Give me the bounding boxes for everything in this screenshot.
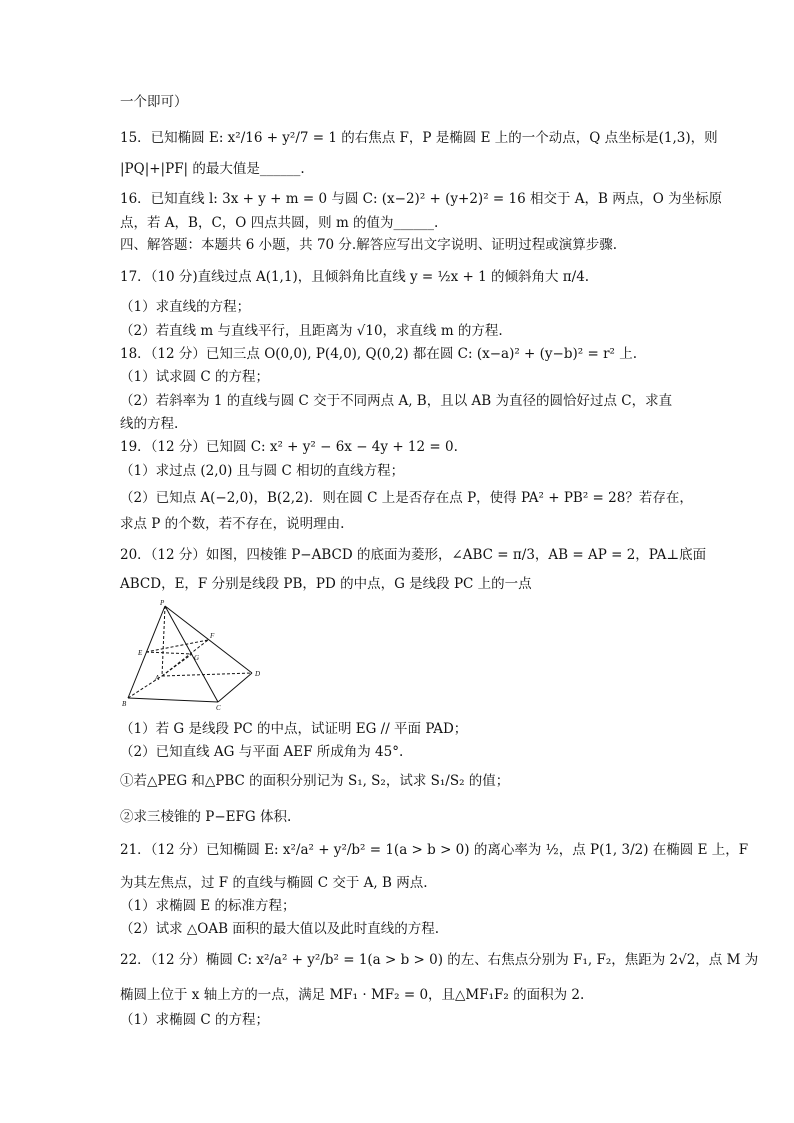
q20-stem-line1: 20．（12 分）如图，四棱锥 P−ABCD 的底面为菱形，∠ABC = π/3，AB = AP = 2，PA⊥底面 xyxy=(120,547,707,563)
vertex-F-label: F xyxy=(210,632,215,640)
q21-part2: （2）试求 △OAB 面积的最大值以及此时直线的方程. xyxy=(120,921,440,937)
q19-part2-line1: （2）已知点 A(−2,0)，B(2,2)．则在圆 C 上是否存在点 P，使得 PA² + PB² = 28？若存在， xyxy=(120,490,693,506)
vertex-C-label: C xyxy=(216,704,221,710)
q20-part1: （1）若 G 是线段 PC 的中点，试证明 EG // 平面 PAD； xyxy=(120,721,468,737)
q15-line1: 15．已知椭圆 E: x²/16 + y²/7 = 1 的右焦点 F，P 是椭圆 E 上的一个动点，Q 点坐标是(1,3)，则 xyxy=(120,130,718,146)
q20-part2-i: ①若△PEG 和△PBC 的面积分别记为 S₁, S₂，试求 S₁/S₂ 的值； xyxy=(120,773,510,789)
line-continuation: 一个即可） xyxy=(120,94,188,110)
vertex-E-label: E xyxy=(138,649,143,657)
q18-stem: 18．（12 分）已知三点 O(0,0), P(4,0), Q(0,2) 都在圆 C: (x−a)² + (y−b)² = r² 上. xyxy=(120,346,638,362)
vertex-B-label: B xyxy=(122,700,127,708)
q15-line2: |PQ|+|PF| 的最大值是______. xyxy=(120,161,305,177)
q16-line2: 点，若 A，B，C，O 四点共圆，则 m 的值为______. xyxy=(120,215,439,231)
pyramid-figure xyxy=(120,598,280,710)
q19-stem: 19．（12 分）已知圆 C: x² + y² − 6x − 4y + 12 = 0. xyxy=(120,439,458,455)
q17-part1: （1）求直线的方程； xyxy=(120,299,251,315)
q18-part1: （1）试求圆 C 的方程； xyxy=(120,369,270,385)
q16-line1: 16．已知直线 l: 3x + y + m = 0 与圆 C: (x−2)² + (y+2)² = 16 相交于 A，B 两点，O 为坐标原 xyxy=(120,191,723,207)
q19-part2-line2: 求点 P 的个数，若不存在，说明理由. xyxy=(120,516,345,532)
q19-part1: （1）求过点 (2,0) 且与圆 C 相切的直线方程； xyxy=(120,463,405,479)
q22-stem-line1: 22．（12 分）椭圆 C: x²/a² + y²/b² = 1(a > b > 0) 的左、右焦点分别为 F₁, F₂，焦距为 2√2，点 M 为 xyxy=(120,952,759,968)
q17-part2: （2）若直线 m 与直线平行，且距离为 √10，求直线 m 的方程. xyxy=(120,323,503,339)
q21-part1: （1）求椭圆 E 的标准方程； xyxy=(120,898,296,914)
vertex-A-label: A xyxy=(155,674,160,682)
q17-stem: 17．（10 分)直线过点 A(1,1)，且倾斜角比直线 y = ½x + 1 的倾斜角大 π/4. xyxy=(120,269,590,285)
q21-stem-line2: 为其左焦点，过 F 的直线与椭圆 C 交于 A, B 两点. xyxy=(120,875,428,891)
section-4-heading: 四、解答题：本题共 6 小题，共 70 分.解答应写出文字说明、证明过程或演算步骤. xyxy=(120,237,618,253)
vertex-G-label: G xyxy=(194,654,200,662)
q22-stem-line2: 椭圆上位于 x 轴上方的一点，满足 MF₁ · MF₂ = 0，且△MF₁F₂ 的面积为 2. xyxy=(120,987,585,1003)
q20-part2-ii: ②求三棱锥的 P−EFG 体积. xyxy=(120,809,292,825)
q20-part2: （2）已知直线 AG 与平面 AEF 所成角为 45°. xyxy=(120,744,404,760)
q18-part2-line1: （2）若斜率为 1 的直线与圆 C 交于不同两点 A, B，且以 AB 为直径的圆恰好过点 C，求直 xyxy=(120,393,673,409)
q22-part1: （1）求椭圆 C 的方程； xyxy=(120,1012,270,1028)
q18-part2-line2: 线的方程. xyxy=(120,416,179,432)
vertex-P-label: P xyxy=(160,599,165,607)
q21-stem-line1: 21．（12 分）已知椭圆 E: x²/a² + y²/b² = 1(a > b > 0) 的离心率为 ½，点 P(1, 3/2) 在椭圆 E 上，F xyxy=(120,842,749,858)
q20-stem-line2: ABCD，E，F 分别是线段 PB，PD 的中点，G 是线段 PC 上的一点 xyxy=(120,576,532,592)
vertex-D-label: D xyxy=(255,670,261,678)
